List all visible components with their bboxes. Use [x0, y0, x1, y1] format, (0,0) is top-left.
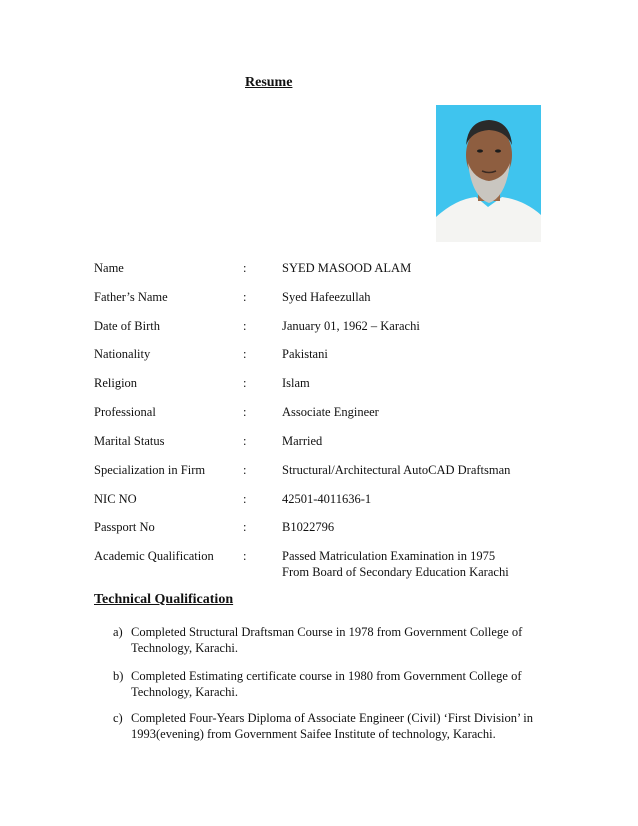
detail-label: Nationality [94, 347, 151, 361]
detail-value: Structural/Architectural AutoCAD Draftsman [282, 463, 511, 477]
detail-separator: : [243, 549, 247, 563]
detail-row [0, 549, 638, 579]
detail-separator: : [243, 463, 247, 477]
detail-row [0, 347, 638, 365]
detail-value: SYED MASOOD ALAM [282, 261, 412, 275]
detail-row [0, 290, 638, 308]
page-title: Resume [245, 75, 293, 90]
list-item [113, 624, 553, 656]
detail-label: Academic Qualification [94, 549, 214, 563]
portrait-photo-icon [436, 105, 541, 242]
detail-value: Passed Matriculation Examination in 1975 [282, 549, 496, 563]
detail-label: NIC NO [94, 492, 137, 506]
technical-qualification-heading: Technical Qualification [94, 592, 234, 607]
detail-value: Married [282, 434, 323, 448]
list-item-marker: c) [113, 711, 123, 725]
portrait-photo [436, 105, 541, 242]
detail-separator: : [243, 520, 247, 534]
detail-separator: : [243, 376, 247, 390]
list-item [113, 668, 553, 700]
detail-separator: : [243, 261, 247, 275]
detail-row [0, 434, 638, 452]
detail-value: B1022796 [282, 520, 335, 534]
detail-label: Date of Birth [94, 319, 160, 333]
detail-value: Syed Hafeezullah [282, 290, 371, 304]
detail-label: Specialization in Firm [94, 463, 206, 477]
detail-label: Religion [94, 376, 138, 390]
list-item-marker: a) [113, 625, 123, 639]
detail-row [0, 261, 638, 279]
detail-separator: : [243, 347, 247, 361]
detail-separator: : [243, 319, 247, 333]
detail-label: Father’s Name [94, 290, 168, 304]
detail-label: Passport No [94, 520, 155, 534]
detail-value: Pakistani [282, 347, 328, 361]
detail-value: 42501-4011636-1 [282, 492, 372, 506]
detail-row [0, 492, 638, 510]
detail-value: Islam [282, 376, 310, 390]
detail-row [0, 463, 638, 481]
detail-separator: : [243, 405, 247, 419]
detail-separator: : [243, 434, 247, 448]
detail-row [0, 405, 638, 423]
list-item-text: Completed Four-Years Diploma of Associate Engineer (Civil) ‘First Division’ in 1993(evening) from Government Saifee Institute of technology, Karachi. [131, 711, 534, 741]
detail-label: Marital Status [94, 434, 165, 448]
list-item [113, 710, 553, 742]
detail-separator: : [243, 290, 247, 304]
list-item-text: Completed Estimating certificate course in 1980 from Government College of Technology, Karachi. [131, 669, 522, 699]
detail-separator: : [243, 492, 247, 506]
detail-row [0, 520, 638, 538]
detail-label: Name [94, 261, 124, 275]
list-item-text: Completed Structural Draftsman Course in 1978 from Government College of Technology, Karachi. [131, 625, 523, 655]
detail-value: January 01, 1962 – Karachi [282, 319, 420, 333]
detail-row [0, 376, 638, 394]
detail-value-continued: From Board of Secondary Education Karachi [282, 565, 509, 579]
detail-label: Professional [94, 405, 156, 419]
detail-row [0, 319, 638, 337]
detail-value: Associate Engineer [282, 405, 379, 419]
list-item-marker: b) [113, 669, 124, 683]
